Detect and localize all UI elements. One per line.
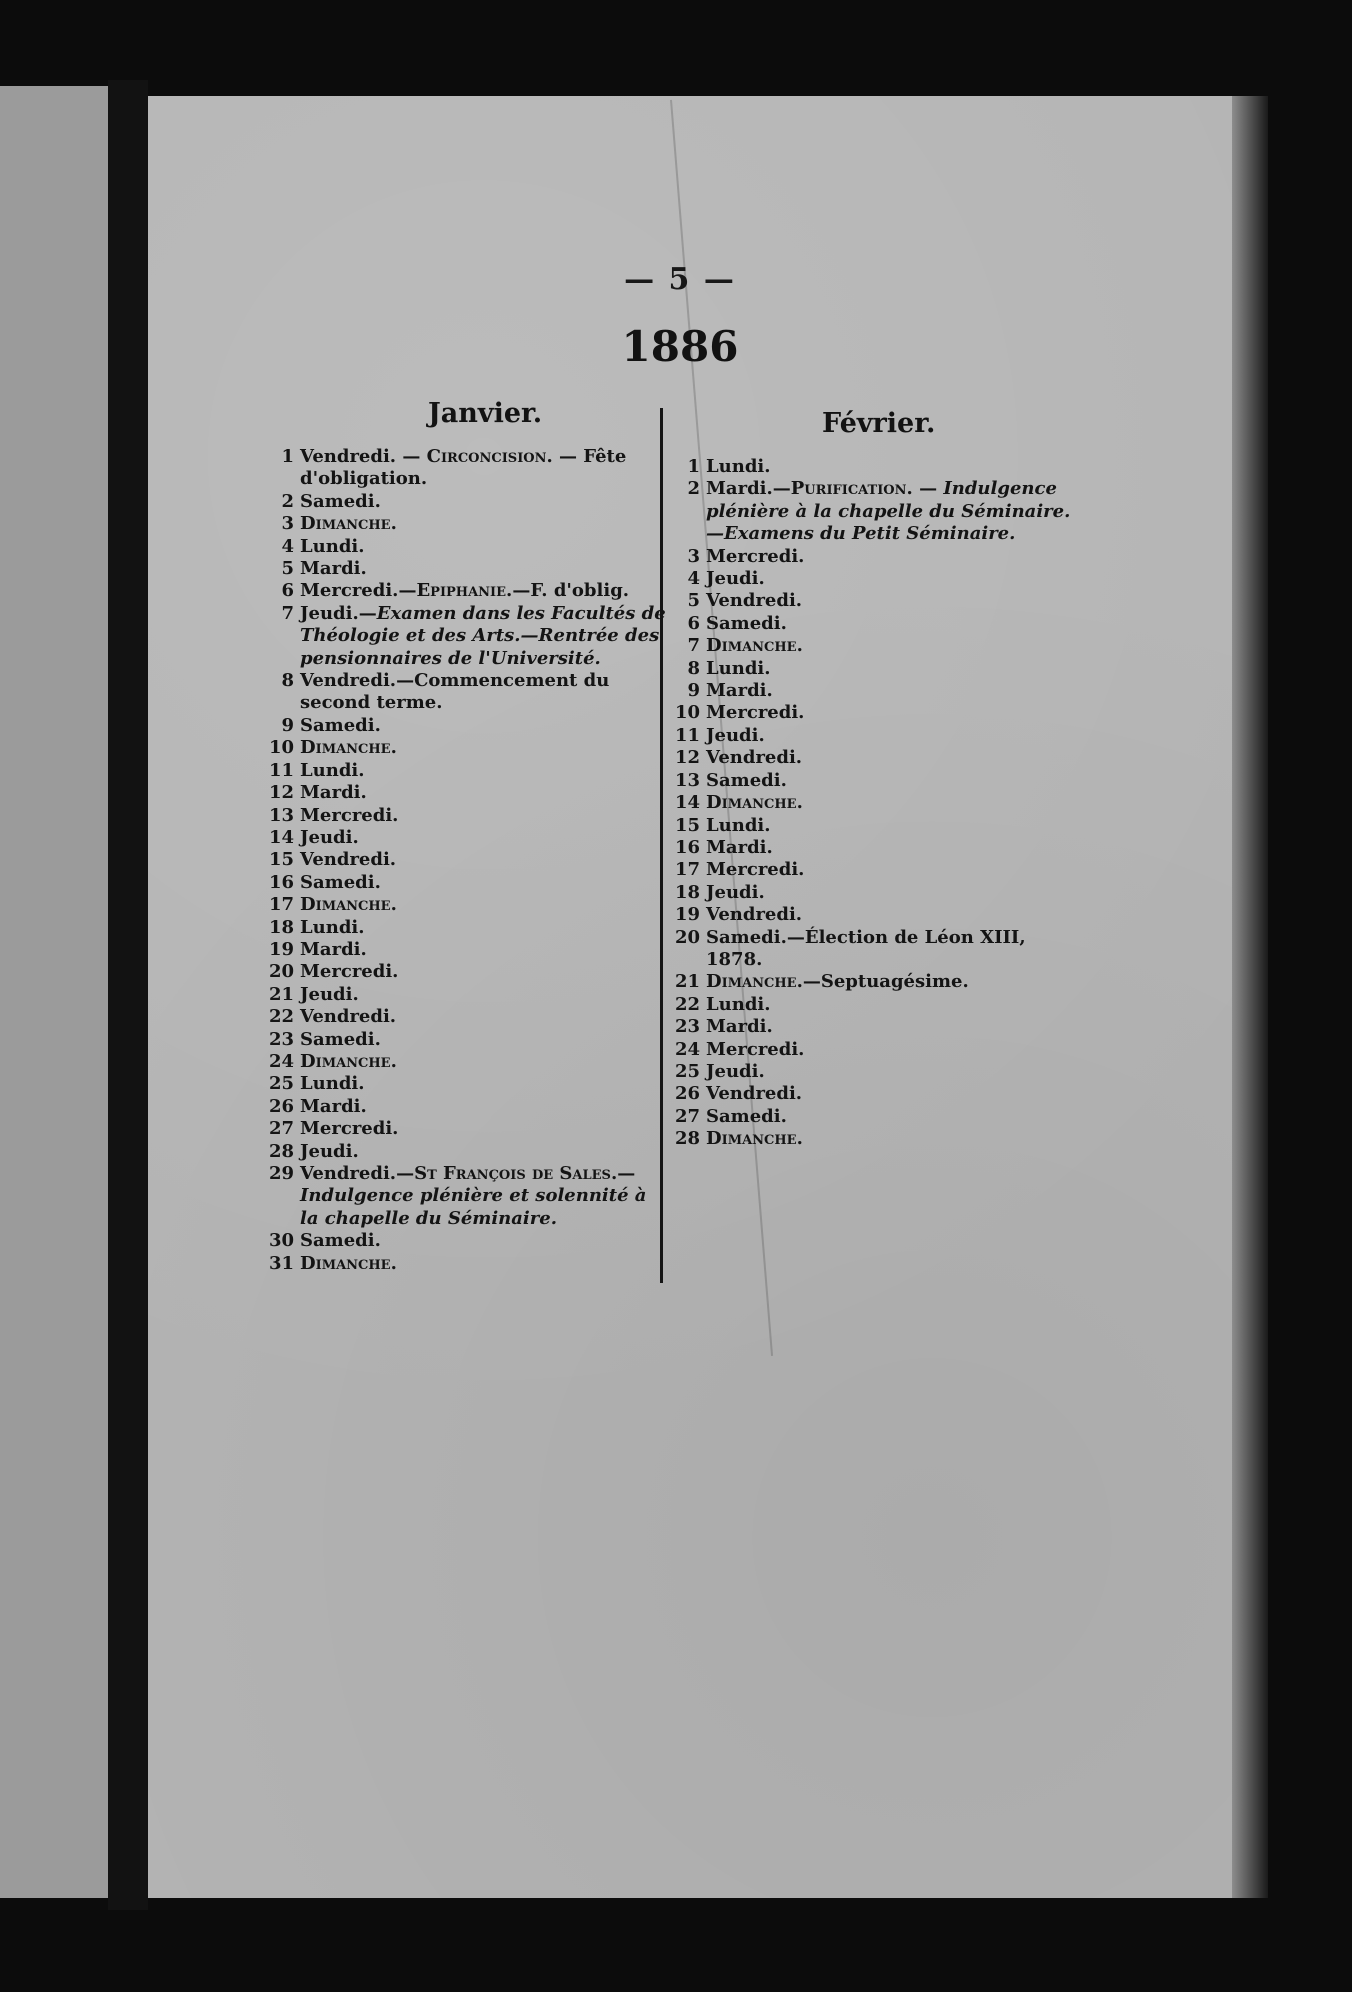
feast-name: Dimanche. [300,1252,397,1274]
day-entry [668,635,1078,657]
feast-name: Dimanche. [300,1050,397,1072]
day-entry [668,904,1078,926]
day-text: Lundi. [300,916,365,938]
day-entry [262,805,670,827]
day-number: 28 [674,1128,700,1150]
day-text: Vendredi.— [300,1163,415,1184]
day-entry [668,1128,1078,1150]
day-text: Mercredi.— [300,580,417,602]
day-text: —Septuagésime. [802,971,969,993]
day-entry [668,837,1078,859]
day-entry [262,536,670,558]
day-number: 12 [674,747,700,769]
day-text: —F. d'oblig. [512,580,630,602]
day-number: 3 [281,513,294,535]
day-number: 24 [268,1050,294,1072]
day-entry [668,747,1078,769]
day-text: Jeudi.— [300,602,377,624]
day-number: 7 [281,602,294,624]
day-entry [668,927,1078,972]
day-text: Mercredi. [300,961,399,983]
day-number: 19 [674,904,700,926]
day-text: — Fête d'obligation. [300,446,627,490]
day-text: Mercredi. [706,545,805,567]
day-number: 2 [687,478,700,500]
day-text: Mardi. [706,836,773,858]
day-entry [262,984,670,1006]
day-text: Vendredi. [300,849,397,871]
day-entry [262,580,670,602]
day-text: Samedi. [300,1028,381,1050]
day-text: Lundi. [706,657,771,679]
day-entry [262,827,670,849]
day-text: — [617,1163,636,1184]
day-text: Mardi. [300,1095,367,1117]
day-number: 9 [687,680,700,702]
day-text: Samedi. [300,490,381,512]
day-text: Lundi. [300,759,365,781]
feast-name: Dimanche. [300,513,397,535]
day-number: 23 [674,1016,700,1038]
day-number: 12 [268,782,294,804]
day-text: Mercredi. [706,1038,805,1060]
day-text: Vendredi. [706,590,803,612]
day-number: 21 [674,971,700,993]
day-entry [668,815,1078,837]
day-entry [668,680,1078,702]
day-entry [262,1141,670,1163]
day-text: Lundi. [300,535,365,557]
feast-name: Purification. [790,478,913,500]
day-number: 4 [687,568,700,590]
day-number: 20 [674,926,700,948]
day-entry [262,849,670,871]
day-text: Samedi. [300,1230,381,1252]
day-number: 3 [687,545,700,567]
day-text: — [912,478,944,500]
day-entry [262,1253,670,1275]
day-entry [262,1118,670,1140]
day-entry [262,446,670,491]
day-entry [668,1039,1078,1061]
day-entry [668,725,1078,747]
day-number: 16 [674,836,700,858]
day-number: 11 [268,759,294,781]
page-edge-shadow [1232,96,1268,1898]
day-entry [262,737,670,759]
event-note: Indulgence plénière à la chapelle du Séminaire.—Examens du Petit Séminaire. [706,478,1071,545]
day-entry [668,478,1078,545]
day-text: Mercredi. [706,702,805,724]
event-note: Examen dans les Facultés de Théologie et des Arts.—Rentrée des pensionnaires de l'Université. [300,602,666,669]
book-gutter [108,80,148,1910]
day-text: Jeudi. [706,1060,765,1082]
feast-name: Dimanche. [706,792,803,814]
day-number: 25 [268,1073,294,1095]
day-text: Lundi. [300,1073,365,1095]
day-entry [668,770,1078,792]
day-number: 15 [674,814,700,836]
feast-name: Dimanche. [300,737,397,759]
day-number: 16 [268,871,294,893]
day-text: Mardi. [706,1016,773,1038]
day-number: 8 [281,670,294,692]
day-number: 10 [674,702,700,724]
day-text: Samedi. [706,1105,787,1127]
month-heading-february: Février. [822,408,936,439]
day-text: Mardi. [706,680,773,702]
day-entry [262,1096,670,1118]
day-text: Samedi. [300,871,381,893]
day-number: 20 [268,961,294,983]
day-entry [262,939,670,961]
day-entry [262,1163,670,1230]
february-day-list [668,456,1078,1151]
day-number: 14 [674,792,700,814]
day-number: 4 [281,535,294,557]
day-entry [668,702,1078,724]
day-text: Jeudi. [300,1140,359,1162]
day-entry [668,971,1078,993]
day-entry [668,456,1078,478]
day-number: 14 [268,826,294,848]
day-number: 23 [268,1028,294,1050]
day-text: Mardi. [300,938,367,960]
day-number: 7 [687,635,700,657]
day-number: 13 [268,804,294,826]
day-text: Mercredi. [300,804,399,826]
day-entry [668,1083,1078,1105]
event-note: Indulgence plénière et solennité à la chapelle du Séminaire. [300,1185,647,1229]
feast-name: St François de Sales. [414,1163,618,1184]
day-number: 21 [268,983,294,1005]
day-text: Mercredi. [300,1118,399,1140]
day-entry [262,715,670,737]
day-number: 18 [674,881,700,903]
day-entry [668,994,1078,1016]
day-text: Mardi. [300,782,367,804]
day-text: Vendredi. [300,1006,397,1028]
day-number: 28 [268,1140,294,1162]
day-text: Samedi. [300,714,381,736]
day-number: 1 [281,446,294,467]
day-entry [668,546,1078,568]
day-number: 30 [268,1230,294,1252]
day-number: 11 [674,724,700,746]
day-entry [262,782,670,804]
day-text: Samedi. [706,612,787,634]
facing-page-edge [0,86,108,1898]
feast-name: Dimanche. [706,1128,803,1150]
day-entry [668,1106,1078,1128]
day-number: 22 [674,993,700,1015]
feast-name: Dimanche. [300,894,397,916]
day-number: 26 [268,1095,294,1117]
day-text: Samedi. [706,769,787,791]
day-entry [262,1230,670,1252]
day-text: Lundi. [706,456,771,477]
day-text: Vendredi. [706,1083,803,1105]
day-entry [262,894,670,916]
day-number: 5 [281,558,294,580]
day-number: 1 [687,456,700,477]
day-entry [262,603,670,670]
day-text: Mardi.— [706,478,791,500]
day-text: Jeudi. [706,568,765,590]
day-number: 25 [674,1060,700,1082]
day-number: 5 [687,590,700,612]
day-entry [262,872,670,894]
day-entry [262,961,670,983]
day-entry [668,568,1078,590]
day-entry [668,590,1078,612]
day-text: Mardi. [300,558,367,580]
feast-name: Dimanche. [706,971,803,993]
day-number: 10 [268,737,294,759]
day-entry [668,1016,1078,1038]
day-entry [262,670,670,715]
day-text: Lundi. [706,993,771,1015]
day-text: Jeudi. [300,826,359,848]
day-text: Vendredi.—Commencement du second terme. [300,670,610,714]
day-number: 22 [268,1006,294,1028]
page-number: — 5 — [624,262,736,297]
day-text: Jeudi. [300,983,359,1005]
day-number: 13 [674,769,700,791]
day-number: 8 [687,657,700,679]
day-text: Vendredi. [706,904,803,926]
day-entry [262,1006,670,1028]
day-entry [668,859,1078,881]
feast-name: Epiphanie. [416,580,513,602]
day-number: 2 [281,490,294,512]
day-text: Vendredi. [706,747,803,769]
day-number: 9 [281,714,294,736]
day-entry [668,658,1078,680]
january-day-list [262,446,670,1275]
feast-name: Dimanche. [706,635,803,657]
day-entry [262,558,670,580]
day-number: 17 [674,859,700,881]
day-number: 29 [268,1163,294,1184]
day-text: Lundi. [706,814,771,836]
day-number: 19 [268,938,294,960]
day-entry [262,1051,670,1073]
day-number: 27 [268,1118,294,1140]
month-heading-january: Janvier. [428,398,543,429]
day-entry [262,1029,670,1051]
day-text: Jeudi. [706,724,765,746]
day-number: 6 [687,612,700,634]
calendar-year: 1886 [621,322,739,371]
day-entry [262,917,670,939]
day-entry [262,491,670,513]
day-entry [668,792,1078,814]
day-text: Vendredi. [300,446,397,467]
day-number: 24 [674,1038,700,1060]
day-entry [668,882,1078,904]
day-number: 26 [674,1083,700,1105]
day-number: 15 [268,849,294,871]
day-number: 6 [281,580,294,602]
day-number: 18 [268,916,294,938]
day-number: 17 [268,894,294,916]
day-text: Mercredi. [706,859,805,881]
day-entry [262,760,670,782]
day-number: 31 [268,1252,294,1274]
day-entry [668,1061,1078,1083]
day-number: 27 [674,1105,700,1127]
day-text: Jeudi. [706,881,765,903]
day-entry [262,513,670,535]
feast-name: — Circoncision. [396,446,553,467]
day-entry [262,1073,670,1095]
day-text: Samedi.—Élection de Léon XIII, 1878. [706,926,1026,970]
day-entry [668,613,1078,635]
